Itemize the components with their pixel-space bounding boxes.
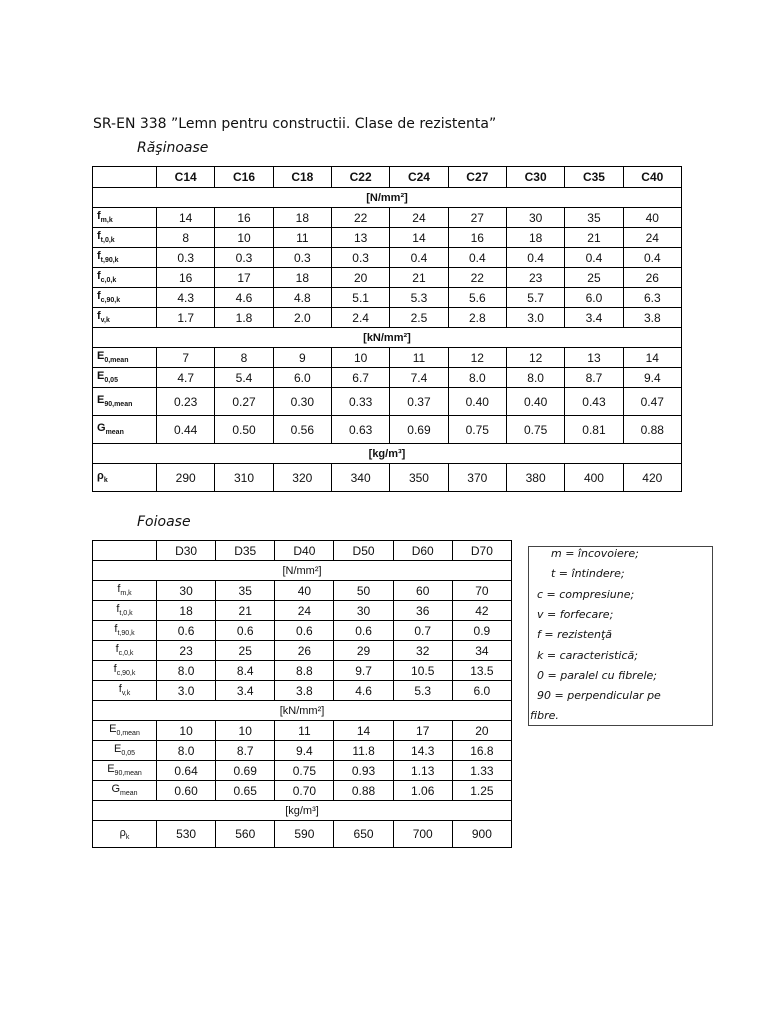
value-cell: 10 (331, 348, 389, 368)
value-cell: 24 (275, 601, 334, 621)
value-cell: 0.6 (334, 621, 393, 641)
row-subscript: 90,mean (104, 401, 133, 409)
value-cell: 4.7 (157, 368, 215, 388)
value-cell: 16 (448, 228, 506, 248)
value-cell: 29 (334, 641, 393, 661)
value-cell: 24 (390, 208, 448, 228)
value-cell: 0.75 (275, 761, 334, 781)
value-cell: 6.0 (273, 368, 331, 388)
column-header: C27 (448, 167, 506, 188)
value-cell: 16 (215, 208, 273, 228)
unit-row (93, 561, 512, 581)
legend-item: f = rezistenţă (537, 628, 613, 641)
value-cell: 30 (506, 208, 564, 228)
value-cell: 34 (452, 641, 511, 661)
unit-label: [kg/m³] (93, 444, 682, 464)
column-header: C35 (565, 167, 623, 188)
value-cell: 12 (506, 348, 564, 368)
row-subscript: 0,05 (121, 750, 135, 758)
value-cell: 10 (215, 228, 273, 248)
value-cell: 320 (273, 464, 331, 492)
row-symbol: E (97, 350, 105, 363)
unit-label: [kg/m³] (93, 801, 512, 821)
table-row (93, 416, 682, 444)
column-header: C14 (157, 167, 215, 188)
value-cell: 40 (623, 208, 681, 228)
value-cell: 32 (393, 641, 452, 661)
value-cell: 0.37 (390, 388, 448, 416)
row-subscript: 0,mean (116, 730, 140, 738)
table-row (93, 761, 512, 781)
row-subscript: c,0,k (100, 277, 117, 285)
value-cell: 0.56 (273, 416, 331, 444)
value-cell: 6.7 (331, 368, 389, 388)
row-subscript: c,90,k (100, 297, 121, 305)
value-cell: 0.6 (216, 621, 275, 641)
value-cell: 6.0 (565, 288, 623, 308)
row-label (93, 601, 157, 621)
row-symbol: G (111, 783, 121, 796)
value-cell: 370 (448, 464, 506, 492)
column-header: C30 (506, 167, 564, 188)
value-cell: 1.06 (393, 781, 452, 801)
row-label (93, 761, 157, 781)
column-header: C16 (215, 167, 273, 188)
unit-row (93, 188, 682, 208)
value-cell: 1.13 (393, 761, 452, 781)
value-cell: 3.8 (623, 308, 681, 328)
row-symbol: f (97, 210, 101, 223)
row-symbol: G (97, 422, 106, 435)
rasinoase-heading: Răşinoase (137, 140, 209, 156)
value-cell: 5.1 (331, 288, 389, 308)
value-cell: 310 (215, 464, 273, 492)
row-subscript: 0,05 (104, 377, 118, 385)
value-cell: 0.43 (565, 388, 623, 416)
row-subscript: 0,mean (104, 357, 129, 365)
row-subscript: mean (120, 790, 138, 798)
table-row (93, 601, 512, 621)
value-cell: 10.5 (393, 661, 452, 681)
table-row (93, 228, 682, 248)
table-row (93, 308, 682, 328)
value-cell: 650 (334, 821, 393, 848)
table-row (93, 741, 512, 761)
row-subscript: v,k (100, 317, 110, 325)
value-cell: 23 (506, 268, 564, 288)
value-cell: 17 (215, 268, 273, 288)
value-cell: 2.5 (390, 308, 448, 328)
value-cell: 3.0 (506, 308, 564, 328)
value-cell: 26 (275, 641, 334, 661)
row-symbol: f (113, 663, 117, 676)
value-cell: 25 (565, 268, 623, 288)
table-row (93, 581, 512, 601)
value-cell: 5.4 (215, 368, 273, 388)
value-cell: 350 (390, 464, 448, 492)
value-cell: 26 (623, 268, 681, 288)
row-label (93, 621, 157, 641)
row-subscript: t,90,k (117, 630, 135, 638)
legend-item: v = forfecare; (537, 608, 614, 621)
value-cell: 8.0 (157, 741, 216, 761)
value-cell: 20 (452, 721, 511, 741)
row-symbol: f (97, 230, 101, 243)
row-label (93, 641, 157, 661)
value-cell: 14.3 (393, 741, 452, 761)
row-label (93, 248, 157, 268)
value-cell: 9.7 (334, 661, 393, 681)
value-cell: 0.93 (334, 761, 393, 781)
row-symbol: ρ (119, 826, 126, 839)
value-cell: 4.8 (273, 288, 331, 308)
value-cell: 22 (331, 208, 389, 228)
value-cell: 2.8 (448, 308, 506, 328)
row-label (93, 208, 157, 228)
value-cell: 2.4 (331, 308, 389, 328)
value-cell: 6.0 (452, 681, 511, 701)
row-symbol: f (97, 250, 101, 263)
unit-row (93, 801, 512, 821)
value-cell: 50 (334, 581, 393, 601)
value-cell: 0.6 (157, 621, 216, 641)
row-subscript: mean (105, 429, 124, 437)
table-row (93, 368, 682, 388)
row-label (93, 288, 157, 308)
value-cell: 0.40 (506, 388, 564, 416)
table-row (93, 268, 682, 288)
legend-item: 90 = perpendicular pe (537, 689, 661, 702)
value-cell: 0.7 (393, 621, 452, 641)
column-header: C18 (273, 167, 331, 188)
row-label (93, 308, 157, 328)
column-header: D40 (275, 541, 334, 561)
value-cell: 290 (157, 464, 215, 492)
row-label (93, 464, 157, 492)
value-cell: 22 (448, 268, 506, 288)
row-symbol: f (97, 270, 101, 283)
column-header: D35 (216, 541, 275, 561)
value-cell: 36 (393, 601, 452, 621)
value-cell: 4.3 (157, 288, 215, 308)
value-cell: 60 (393, 581, 452, 601)
column-header: C22 (331, 167, 389, 188)
row-label (93, 781, 157, 801)
legend-item: m = încovoiere; (551, 547, 639, 560)
value-cell: 0.69 (390, 416, 448, 444)
row-label (93, 721, 157, 741)
row-subscript: m,k (100, 217, 113, 225)
row-subscript: c,0,k (118, 650, 134, 658)
value-cell: 8.7 (216, 741, 275, 761)
row-subscript: t,0,k (100, 237, 115, 245)
unit-label: [N/mm²] (93, 188, 682, 208)
row-symbol: E (97, 370, 105, 383)
value-cell: 13.5 (452, 661, 511, 681)
value-cell: 0.33 (331, 388, 389, 416)
value-cell: 3.8 (275, 681, 334, 701)
value-cell: 0.9 (452, 621, 511, 641)
legend-box (528, 546, 713, 726)
value-cell: 0.4 (506, 248, 564, 268)
value-cell: 340 (331, 464, 389, 492)
table-row (93, 721, 512, 741)
value-cell: 42 (452, 601, 511, 621)
row-label (93, 741, 157, 761)
value-cell: 8 (215, 348, 273, 368)
row-subscript: 90,mean (114, 770, 142, 778)
table-row (93, 781, 512, 801)
value-cell: 380 (506, 464, 564, 492)
header-corner-cell (93, 167, 157, 188)
value-cell: 21 (565, 228, 623, 248)
value-cell: 12 (448, 348, 506, 368)
value-cell: 530 (157, 821, 216, 848)
value-cell: 590 (275, 821, 334, 848)
value-cell: 3.4 (565, 308, 623, 328)
row-symbol: f (97, 290, 101, 303)
value-cell: 0.88 (623, 416, 681, 444)
value-cell: 6.3 (623, 288, 681, 308)
row-subscript: c,90,k (116, 670, 136, 678)
value-cell: 0.44 (157, 416, 215, 444)
value-cell: 0.3 (331, 248, 389, 268)
value-cell: 8 (157, 228, 215, 248)
rasinoase-table (92, 166, 682, 492)
table-row (93, 348, 682, 368)
value-cell: 3.4 (216, 681, 275, 701)
table-row (93, 641, 512, 661)
value-cell: 0.63 (331, 416, 389, 444)
value-cell: 3.0 (157, 681, 216, 701)
value-cell: 0.60 (157, 781, 216, 801)
column-header: D60 (393, 541, 452, 561)
value-cell: 9 (273, 348, 331, 368)
value-cell: 16.8 (452, 741, 511, 761)
value-cell: 0.4 (390, 248, 448, 268)
row-label (93, 681, 157, 701)
value-cell: 1.7 (157, 308, 215, 328)
value-cell: 1.25 (452, 781, 511, 801)
row-symbol: f (114, 623, 118, 636)
header-corner-cell (93, 541, 157, 561)
value-cell: 5.3 (393, 681, 452, 701)
unit-label: [kN/mm²] (93, 328, 682, 348)
value-cell: 21 (216, 601, 275, 621)
row-subscript: t,90,k (100, 257, 119, 265)
value-cell: 0.4 (623, 248, 681, 268)
value-cell: 35 (565, 208, 623, 228)
value-cell: 0.6 (275, 621, 334, 641)
value-cell: 40 (275, 581, 334, 601)
value-cell: 8.8 (275, 661, 334, 681)
value-cell: 8.0 (506, 368, 564, 388)
row-symbol: ρ (97, 470, 104, 483)
value-cell: 11.8 (334, 741, 393, 761)
value-cell: 400 (565, 464, 623, 492)
unit-row (93, 701, 512, 721)
value-cell: 0.3 (157, 248, 215, 268)
value-cell: 0.27 (215, 388, 273, 416)
column-header: D70 (452, 541, 511, 561)
value-cell: 0.64 (157, 761, 216, 781)
value-cell: 700 (393, 821, 452, 848)
foioase-table (92, 540, 512, 848)
table-row (93, 821, 512, 848)
value-cell: 1.33 (452, 761, 511, 781)
row-subscript: k (125, 834, 130, 842)
value-cell: 10 (216, 721, 275, 741)
unit-row (93, 328, 682, 348)
row-symbol: f (116, 603, 120, 616)
row-subscript: k (103, 477, 108, 485)
row-symbol: E (109, 723, 117, 736)
value-cell: 8.4 (216, 661, 275, 681)
value-cell: 0.75 (506, 416, 564, 444)
value-cell: 0.3 (215, 248, 273, 268)
row-label (93, 268, 157, 288)
row-symbol: E (97, 394, 105, 407)
legend-item: k = caracteristică; (537, 649, 638, 662)
value-cell: 0.75 (448, 416, 506, 444)
value-cell: 18 (506, 228, 564, 248)
value-cell: 2.0 (273, 308, 331, 328)
header-row (93, 541, 512, 561)
value-cell: 0.23 (157, 388, 215, 416)
value-cell: 70 (452, 581, 511, 601)
value-cell: 10 (157, 721, 216, 741)
value-cell: 17 (393, 721, 452, 741)
value-cell: 1.8 (215, 308, 273, 328)
column-header: D30 (157, 541, 216, 561)
value-cell: 0.4 (448, 248, 506, 268)
table-row (93, 248, 682, 268)
value-cell: 0.81 (565, 416, 623, 444)
document-title: SR-EN 338 ”Lemn pentru constructii. Clase de rezistenta” (93, 116, 497, 132)
value-cell: 14 (390, 228, 448, 248)
value-cell: 14 (334, 721, 393, 741)
table-row (93, 388, 682, 416)
value-cell: 25 (216, 641, 275, 661)
legend-item: 0 = paralel cu fibrele; (537, 669, 657, 682)
value-cell: 5.7 (506, 288, 564, 308)
unit-row (93, 444, 682, 464)
value-cell: 5.3 (390, 288, 448, 308)
value-cell: 0.47 (623, 388, 681, 416)
value-cell: 0.4 (565, 248, 623, 268)
row-symbol: f (97, 310, 101, 323)
value-cell: 11 (390, 348, 448, 368)
row-symbol: f (117, 583, 121, 596)
legend-item: c = compresiune; (537, 588, 635, 601)
value-cell: 9.4 (275, 741, 334, 761)
value-cell: 14 (157, 208, 215, 228)
value-cell: 0.70 (275, 781, 334, 801)
row-label (93, 228, 157, 248)
column-header: D50 (334, 541, 393, 561)
value-cell: 35 (216, 581, 275, 601)
row-subscript: m,k (120, 590, 132, 598)
value-cell: 0.40 (448, 388, 506, 416)
value-cell: 8.0 (448, 368, 506, 388)
value-cell: 14 (623, 348, 681, 368)
value-cell: 18 (157, 601, 216, 621)
value-cell: 13 (331, 228, 389, 248)
value-cell: 11 (273, 228, 331, 248)
value-cell: 9.4 (623, 368, 681, 388)
value-cell: 11 (275, 721, 334, 741)
row-symbol: f (118, 683, 122, 696)
value-cell: 420 (623, 464, 681, 492)
value-cell: 24 (623, 228, 681, 248)
value-cell: 0.69 (216, 761, 275, 781)
row-label (93, 368, 157, 388)
value-cell: 8.7 (565, 368, 623, 388)
value-cell: 13 (565, 348, 623, 368)
value-cell: 0.30 (273, 388, 331, 416)
table-row (93, 464, 682, 492)
row-symbol: f (115, 643, 119, 656)
value-cell: 23 (157, 641, 216, 661)
value-cell: 0.3 (273, 248, 331, 268)
table-row (93, 288, 682, 308)
value-cell: 18 (273, 268, 331, 288)
value-cell: 27 (448, 208, 506, 228)
row-subscript: v,k (121, 690, 131, 698)
row-label (93, 348, 157, 368)
value-cell: 560 (216, 821, 275, 848)
header-row (93, 167, 682, 188)
column-header: C40 (623, 167, 681, 188)
value-cell: 20 (331, 268, 389, 288)
row-symbol: E (107, 763, 115, 776)
foioase-heading: Foioase (137, 514, 191, 530)
value-cell: 0.65 (216, 781, 275, 801)
row-subscript: t,0,k (119, 610, 133, 618)
row-label (93, 661, 157, 681)
value-cell: 7 (157, 348, 215, 368)
value-cell: 900 (452, 821, 511, 848)
value-cell: 5.6 (448, 288, 506, 308)
row-label (93, 581, 157, 601)
value-cell: 8.0 (157, 661, 216, 681)
row-symbol: E (114, 743, 122, 756)
table-row (93, 621, 512, 641)
row-label (93, 416, 157, 444)
value-cell: 4.6 (334, 681, 393, 701)
table-row (93, 208, 682, 228)
unit-label: [N/mm²] (93, 561, 512, 581)
value-cell: 30 (334, 601, 393, 621)
value-cell: 30 (157, 581, 216, 601)
row-label (93, 821, 157, 848)
table-row (93, 681, 512, 701)
value-cell: 4.6 (215, 288, 273, 308)
value-cell: 7.4 (390, 368, 448, 388)
legend-item: fibre. (530, 709, 559, 722)
value-cell: 0.88 (334, 781, 393, 801)
legend-item: t = întindere; (551, 567, 625, 580)
value-cell: 21 (390, 268, 448, 288)
value-cell: 16 (157, 268, 215, 288)
value-cell: 18 (273, 208, 331, 228)
table-row (93, 661, 512, 681)
column-header: C24 (390, 167, 448, 188)
value-cell: 0.50 (215, 416, 273, 444)
row-label (93, 388, 157, 416)
unit-label: [kN/mm²] (93, 701, 512, 721)
